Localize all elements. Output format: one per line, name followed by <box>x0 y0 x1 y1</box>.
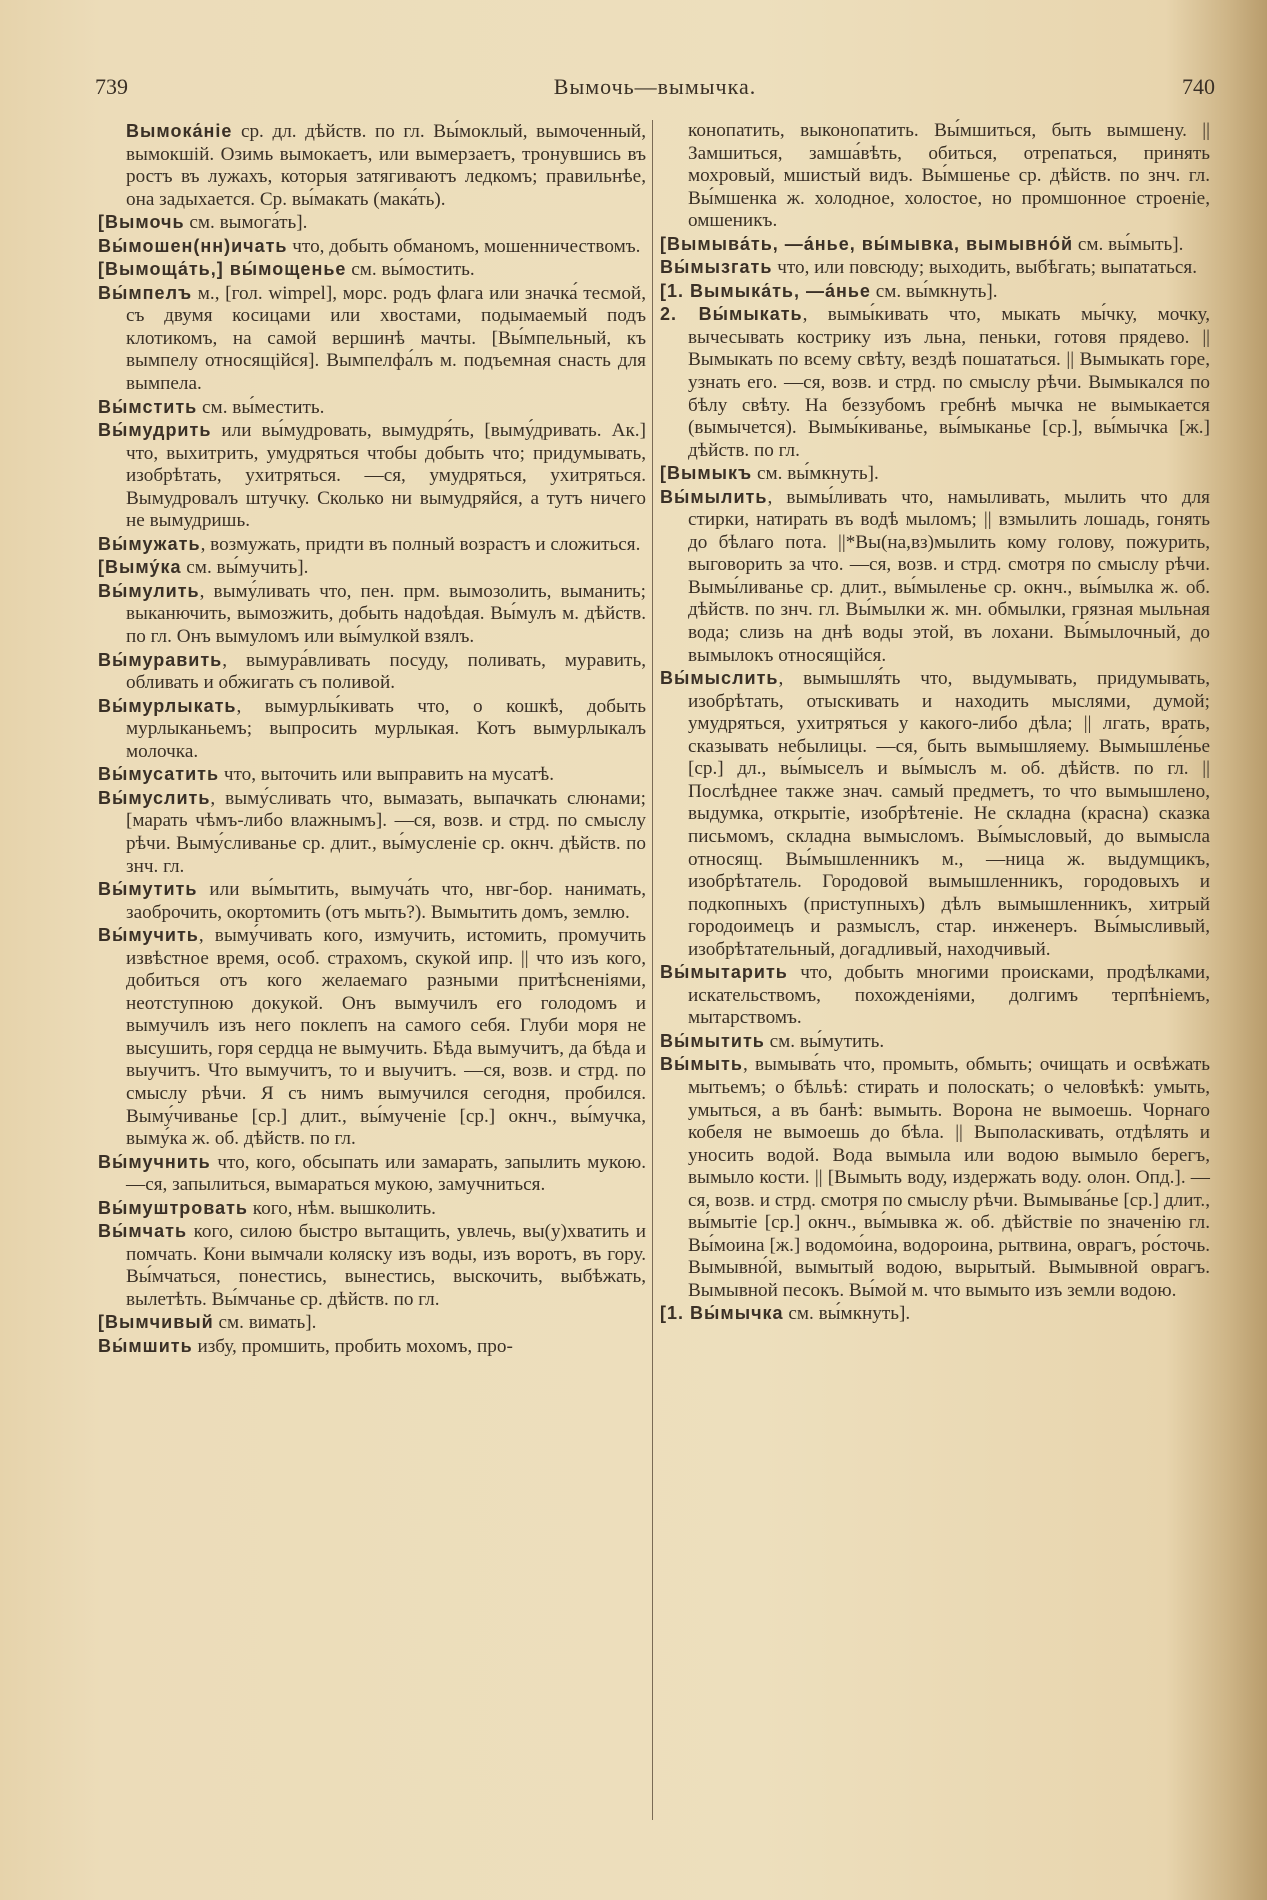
dictionary-entry <box>98 533 646 557</box>
dictionary-entry <box>98 878 646 924</box>
dictionary-entry <box>98 258 646 282</box>
dictionary-entry <box>660 256 1210 280</box>
left-column <box>98 120 646 1359</box>
page-number-left: 739 <box>95 74 128 99</box>
entry-definition: , вымышля́ть что, выдумывать, придумывать, изобрѣтать, отыскивать и находить мыслями, думой; умудряться, ухитряться у какого-либо дѣла; || лгать, врать, сказывать небылицы. —ся, быть вымышляему. Вымышле́нье [ср.] дл., вы́мыселъ и вы́мыслъ м. об. дѣйств. по гл. || Послѣднее также знач. самый предметъ, то что вымышлено, выдумка, открытіе, изобрѣтеніе. Не складна (красна) сказка письмомъ, складна вымысломъ. Вы́мысловый, до вымысла относящ. Вы́мышленникъ м., —ница ж. выдумщикъ, изобрѣтатель. Городовой вымышленникъ, городовыхъ и подкопныхъ (приступныхъ) дѣлъ вымышленникъ, хитрый городоимецъ и размыслъ, стар. инженеръ. Вы́мысливый, изобрѣтательный, догадливый, находчивый. <box>688 668 1210 960</box>
entry-headword: Вы́мошен(нн)ичать <box>98 235 288 256</box>
entry-headword: Вы́мыть <box>660 1054 743 1075</box>
entry-definition: что, выточить или выправить на мусатѣ. <box>219 764 554 786</box>
entry-definition: кого, нѣм. вышколить. <box>248 1197 436 1219</box>
dictionary-entry <box>660 486 1210 667</box>
entry-headword: Вы́мужать <box>98 533 201 554</box>
entry-headword: Вы́муштровать <box>98 1197 248 1218</box>
entry-definition: см. вы́мкнуть]. <box>783 1303 911 1325</box>
entry-headword: Вы́мурлыкать <box>98 695 237 716</box>
entry-headword: Вы́мыслить <box>660 668 779 689</box>
entry-headword: Вы́мчать <box>98 1221 188 1242</box>
entry-headword: Вы́муслить <box>98 787 211 808</box>
dictionary-entry <box>98 580 646 649</box>
dictionary-entry <box>660 667 1210 961</box>
dictionary-entry <box>98 282 646 396</box>
dictionary-entry <box>660 120 1210 233</box>
entry-definition: см. вы́мостить. <box>346 259 475 281</box>
entry-headword: Вы́мучить <box>98 925 199 946</box>
dictionary-entry <box>98 120 646 211</box>
entry-definition: см. вы́мучить]. <box>181 557 309 579</box>
entry-definition: что, добыть обманомъ, мошенничествомъ. <box>287 235 641 257</box>
right-column <box>660 120 1210 1326</box>
entry-headword: 2. Вы́мыкать <box>660 304 803 325</box>
dictionary-entry <box>98 1311 646 1335</box>
entry-headword: [Вымчивый <box>98 1312 214 1333</box>
entry-headword: Вы́мутить <box>98 879 198 900</box>
entry-headword: [Вымочь <box>98 212 185 233</box>
dictionary-entry <box>98 1197 646 1221</box>
entry-definition: , вымы́кивать что, мыкать мы́чку, мочку, вычесывать кострику изъ льна, пеньки, готовя прядево. || Вымыкать по всему свѣту, вездѣ пошататься. || Вымыкать горе, узнать его. —ся, возв. и стрд. по смыслу рѣчи. Вымыкался по бѣлу свѣту. На беззубомъ гребнѣ мычка не вымыкается (вымычется). Вымы́киванье, вы́мыканье [ср.], вы́мычка [ж.] дѣйств. по гл. <box>688 304 1210 461</box>
entry-definition: или вы́мытить, вымуча́ть что, нвг-бор. нанимать, заоброчить, окортомить (отъ мыть?). Вымытить домъ, землю. <box>126 879 646 923</box>
entry-definition: ср. дл. дѣйств. по гл. Вы́моклый, вымоченный, вымокшій. Озимь вымокаетъ, или вымерзаетъ, тронувшись въ ростъ въ лужахъ, которыя затягиваютъ ледкомъ; правильнѣе, она задыхается. Ср. вы́макать (мака́ть). <box>126 121 646 210</box>
entry-definition: избу, промшить, пробить мохомъ, про- <box>192 1335 513 1357</box>
column-divider <box>652 120 653 1820</box>
entry-headword: Вы́мытарить <box>660 962 788 983</box>
entry-definition: , выму́чивать кого, измучить, истомить, промучить извѣстное время, особ. страхомъ, скукой ипр. || что изъ кого, добиться отъ кого желаемаго разными притѣсненіями, неотступною докукой. Онъ вымучилъ его голодомъ и вымучилъ изъ него поклепъ на самого себя. Глуби моря не высушить, горя сердца не вымучить. Бѣда вымучитъ, да бѣда и выучитъ. Что вымучитъ, то и выучитъ. —ся, возв. и стрд. по смыслу рѣчи. Я съ нимъ вымучился сегодня, пробился. Выму́чиванье [ср.] длит., вы́мученіе [ср.] окнч., вы́мучка, выму́ка ж. об. дѣйств. по гл. <box>126 925 646 1150</box>
entry-headword: Вы́мстить <box>98 396 198 417</box>
running-title: Вымочь—вымычка. <box>553 74 757 99</box>
dictionary-entry <box>660 1302 1210 1326</box>
dictionary-entry <box>98 1335 646 1359</box>
entry-definition: , вымыва́ть что, промыть, обмыть; очищать и освѣжать мытьемъ; о бѣльѣ: стирать и полоскать; о человѣкѣ: умыть, умыться, а въ банѣ: вымыть. Ворона не вымоешь. Чорнаго кобеля не вымоешь до бѣла. || Выполаскивать, отдѣлять и уносить водой. Вода вымыла или водою вымыло берегъ, вымыло кости. || [Вымыть воду, издержать воду. олон. Опд.]. —ся, возв. и стрд. смотря по смыслу рѣчи. Вымыва́нье [ср.] длит., вы́мытіе [ср.] окнч., вы́мывка ж. об. дѣйствіе по значенію гл. Вы́моина [ж.] водомо́ина, водороина, рытвина, оврагъ, ро́сточь. Вымывно́й, вымытый водою, вырытый. Вымывной оврагъ. Вымывной песокъ. Вы́мой м. что вымыто изъ земли водою. <box>688 1054 1210 1301</box>
dictionary-entry <box>98 211 646 235</box>
dictionary-entry <box>98 649 646 695</box>
dictionary-entry <box>98 235 646 259</box>
entry-definition: см. вы́мутить. <box>764 1030 885 1052</box>
entry-definition: м., [гол. wimpel], морс. родъ флага или значка́ тесмой, съ двумя косицами или хвостами, подымаемый подъ клотикомъ, на самой вершинѣ мачты. [Вы́мпельный, къ вымпелу относящійся]. Вымпелфа́лъ м. подъемная снасть для вымпела. <box>126 282 646 395</box>
entry-definition: что, добыть многими происками, продѣлками, искательствомъ, похожденіями, долгимъ терпѣніемъ, мытарствомъ. <box>688 962 1210 1029</box>
entry-definition: , выму́сливать что, вымазать, выпачкать слюнами; [марать чѣмъ-либо влажнымъ]. —ся, возв. и стрд. по смыслу рѣчи. Выму́сливанье ср. длит., вы́мусленіе ср. окнч. дѣйств. по знч. гл. <box>126 787 646 877</box>
entry-definition: конопатить, выконопатить. Вы́мшиться, быть вымшену. || Замшиться, замша́вѣть, обиться, отрепаться, принять мохровый, мшистый видъ. Вы́мшенье ср. дѣйств. по знч. гл. Вы́мшенка ж. холодное, холостое, но промшонное строеніе, омшеникъ. <box>688 120 1210 232</box>
entry-definition: кого, силою быстро вытащить, увлечь, вы(у)хватить и помчать. Кони вымчали коляску изъ воды, изъ воротъ, въ гору. Вы́мчаться, понестись, вынестись, выскочить, выбѣжать, вылетѣть. Вы́мчанье ср. дѣйств. по гл. <box>126 1221 646 1310</box>
dictionary-entry <box>98 763 646 787</box>
entry-definition: , вымурлы́кивать что, о кошкѣ, добыть мурлыканьемъ; выпросить мурлыкая. Котъ вымурлыкалъ молочка. <box>126 695 646 762</box>
dictionary-entry <box>98 1220 646 1311</box>
entry-headword: Вы́мулить <box>98 580 200 601</box>
dictionary-entry <box>98 396 646 420</box>
entry-definition: , вымура́вливать посуду, поливать, муравить, обливать и обжигать съ поливой. <box>126 649 646 694</box>
entry-headword: Вы́мпелъ <box>98 282 193 303</box>
entry-headword: Вы́муравить <box>98 649 223 670</box>
entry-headword: [Вымыкъ <box>660 463 753 484</box>
dictionary-entry <box>98 419 646 533</box>
entry-headword: Вы́мучнить <box>98 1151 211 1172</box>
entry-definition: , вымы́ливать что, намыливать, мылить что для стирки, натирать въ водѣ мыломъ; || взмылить лошадь, гонять до бѣлаго пота. ||*Вы(на,вз)мылить кому голову, пожурить, выговорить за что. —ся, возв. и стрд. смотря по смыслу рѣчи. Вымы́ливанье ср. длит., вы́мыленье ср. окнч., вы́мылка ж. об. дѣйств. по знч. гл. Вы́мылки ж. мн. обмылки, грязная мыльная вода; слизь на днѣ воды этой, въ лохани. Вы́мылочный, до вымылокъ относящійся. <box>688 486 1210 666</box>
entry-headword: Вы́мусатить <box>98 764 220 785</box>
entry-definition: см. вимать]. <box>213 1312 317 1334</box>
dictionary-entry <box>660 303 1210 462</box>
entry-headword: Вымока́ніе <box>126 121 233 141</box>
entry-definition: , возмужать, придти въ полный возрастъ и сложиться. <box>200 533 641 555</box>
dictionary-entry <box>660 961 1210 1030</box>
entry-headword: [Вымыва́ть, —а́нье, вы́мывка, вымывно́й <box>660 233 1074 254</box>
dictionary-entry <box>660 233 1210 257</box>
entry-headword: [Вымоща́ть,] вы́мощенье <box>98 259 347 280</box>
entry-definition: или вы́мудровать, вымудря́ть, [выму́дривать. Ак.] что, выхитрить, умудряться чтобы добыть что; придумывать, изобрѣтать, ухитряться. —ся, умудряться, ухитряться. Вымудровалъ штучку. Сколько ни вымудряйся, а тутъ ничего не вымудришь. <box>126 420 646 532</box>
entry-definition: см. вымога́ть]. <box>184 212 308 234</box>
entry-definition: см. вы́мкнуть]. <box>752 463 879 485</box>
entry-headword: [Выму́ка <box>98 557 182 578</box>
dictionary-entry <box>98 1151 646 1197</box>
entry-definition: , выму́ливать что, пен. прм. вымозолить, выманить; выканючить, вымозжить, добыть надоѣдая. Вы́мулъ м. дѣйств. по гл. Онъ вымуломъ или вы́мулкой взялъ. <box>126 580 646 648</box>
entry-definition: см. вы́мкнуть]. <box>870 280 998 302</box>
entry-headword: Вы́мытить <box>660 1030 765 1051</box>
dictionary-entry <box>660 1030 1210 1054</box>
dictionary-entry <box>660 280 1210 304</box>
entry-definition: см. вы́местить. <box>197 396 325 418</box>
dictionary-entry <box>98 556 646 580</box>
entry-headword: Вы́мудрить <box>98 420 212 441</box>
page-number-right: 740 <box>1182 74 1215 99</box>
dictionary-entry <box>98 695 646 764</box>
dictionary-entry <box>98 787 646 878</box>
entry-headword: Вы́мшить <box>98 1335 193 1356</box>
entry-definition: что, кого, обсыпать или замарать, запылить мукою. —ся, запылиться, вымараться мукою, замучниться. <box>126 1151 646 1196</box>
entry-headword: [1. Вымыка́ть, —а́нье <box>660 280 871 301</box>
dictionary-entry <box>660 462 1210 486</box>
page-header <box>95 74 1215 104</box>
entry-definition: что, или повсюду; выходить, выбѣгать; выпататься. <box>772 257 1198 279</box>
entry-headword: [1. Вы́мычка <box>660 1303 784 1324</box>
dictionary-entry <box>660 1053 1210 1302</box>
entry-definition: см. вы́мыть]. <box>1073 233 1184 255</box>
entry-headword: Вы́мылить <box>660 486 768 507</box>
entry-headword: Вы́мызгать <box>660 257 773 278</box>
dictionary-entry <box>98 924 646 1150</box>
